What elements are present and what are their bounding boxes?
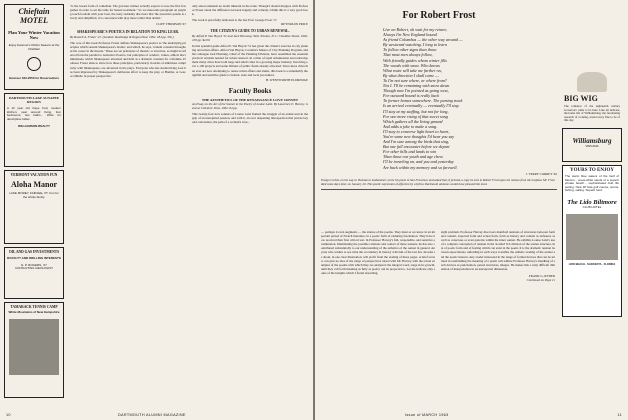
poem-line: That most men always follow,	[383, 52, 433, 58]
poem-line: I'll stay to converse light heart to heart,	[383, 128, 450, 134]
sunapee-ad	[4, 93, 64, 167]
poem-lines	[383, 27, 557, 170]
tennis-court-photo	[9, 319, 59, 375]
right-ad-column	[562, 70, 622, 320]
urban-renewal-credit: H. WENTWORTH ELDREDGE	[265, 77, 308, 82]
vermont-title: VERMONT VACATION FUN	[10, 173, 58, 177]
poem-line: I'll be traveling on, and you and yesterday	[383, 159, 454, 165]
poem-line: By westward watching. I long to learn	[383, 42, 447, 48]
poem-title: For Robert Frost	[402, 10, 476, 21]
shakespeare-review-heading: SHAKESPEARE'S POETICS IN RELATION TO KING LEAR.	[77, 30, 179, 35]
poem-line: As friend Columbus — the other way around —	[383, 37, 463, 43]
right-column-a	[321, 230, 435, 275]
continued-note: Continued on Page 11	[526, 278, 555, 283]
tamarack-title: TAMARACK TENNIS CAMP	[10, 305, 58, 309]
right-footer-issue: Issue of MARCH 1963	[405, 413, 449, 417]
tamarack-ad	[4, 302, 64, 398]
williamsburg-ad	[562, 128, 622, 162]
review-close: only about elements no doubt inherent in the trade. Though I should disagree with Professor Fraser about the difference between tragedy and comedy, I think this is a very good book.	[192, 4, 308, 17]
lido-sub: CLUB HOTEL	[582, 204, 602, 209]
lido-biltmore-ad	[562, 165, 622, 317]
left-column-2	[70, 4, 186, 78]
oil-sub: ROYALTY AND DRILLING INTERESTS	[7, 256, 61, 260]
bigwig-ad	[562, 70, 622, 125]
left-page-number: 10	[6, 413, 11, 417]
oil-firm: E. P. ROGERS, '27	[21, 262, 47, 267]
poem-line: What route will take me farther on,	[383, 67, 442, 73]
poem-line: And adds a joke to make a song.	[383, 123, 438, 129]
right-column-b	[441, 230, 555, 282]
motel-emblem-icon	[27, 57, 41, 71]
chieftain-motel-ad	[4, 4, 64, 90]
poem-line: And I'm sure among the birds that sing,	[383, 139, 449, 145]
tamarack-sub: White Mountains of New Hampshire	[8, 310, 60, 314]
lido-name: The Lido Biltmore	[567, 198, 617, 206]
poem-line: For outward bound is really back	[383, 93, 440, 99]
poem-line: Than those our youth and age chew.	[383, 154, 444, 160]
wig-illustration-icon	[577, 72, 607, 92]
article-intro: "is the lowest form of comedian. The gracious winner actually expects to lose the first few games in order to set the table for honest treatment." So we innocents paragraph on playing touch football with your boss, the rusty suddenly discovers that 'the executive puzzle is slowly and simplified, it is concerned with play more rather than details.'	[70, 4, 186, 21]
poem-line: The woods with snow. Who knows	[383, 62, 440, 68]
left-column-3	[192, 4, 308, 124]
urban-renewal-heading: THE CITIZEN'S GUIDE TO URBAN RENEWAL.	[210, 29, 290, 34]
faculty-books-heading: Faculty Books	[228, 86, 272, 95]
review-credit: REYNOLDS PRICE	[281, 22, 308, 27]
yours-to-enjoy-title: YOURS TO ENJOY	[570, 167, 614, 173]
sonnet-heading: THE AESTHETICS OF THE RENAISSANCE LOVE SONNET	[201, 97, 299, 102]
right-page	[315, 0, 628, 420]
left-page	[0, 0, 313, 420]
poem-line: Are back within my memory and so farewell.	[383, 164, 458, 170]
urban-renewal-byline: By Alfred P. Van Huyck '51 and Jack Hornung. West Trenton, N.J.: Chandler-Davis, 1962. 100 pp. $2.00.	[192, 33, 308, 42]
poem-line: Always I'm New England bound	[383, 32, 437, 38]
oil-text: CONSULTING GEOLOGIST	[15, 266, 53, 271]
chieftain-title: Chieftain MOTEL	[18, 7, 50, 25]
review-dedication: The work is gracefully dedicated to the late Prof. George Frost '17.	[192, 18, 278, 23]
williamsburg-name: Williamsburg	[572, 136, 612, 145]
poem-line: I'll stay at my staffing, but not for long,	[383, 108, 449, 114]
left-footer-magazine: DARTMOUTH ALUMNI MAGAZINE	[118, 413, 186, 417]
poem-line: Live on Robert, oh wait for my return;	[383, 27, 448, 32]
intro-credit: CLIFF THOMSON '47	[156, 22, 186, 27]
poem-line: Not I. I'll be remaining with snow dawn	[383, 83, 450, 89]
poem-author: J. TERRY CORREY '62	[525, 171, 557, 176]
poem-line: Though now I'm pointed as going west,	[383, 88, 449, 94]
poem-line: By what direction I shall come —	[383, 72, 439, 78]
bigwig-title: BIG WIG	[564, 94, 598, 103]
poem-line: But one full encounter before we depart	[383, 144, 450, 150]
bigwig-text: The romance of the eighteenth century Governors came to be hale. Like all delicate, the home life of Williamsburg, the fascinating research of cooking, tested every fine to be of this day.	[564, 104, 620, 123]
poem-line: You're some new thoughts I'd hear you say	[383, 133, 455, 139]
sonnet-byline: An Essay on the Art of the Sonnet in the Poetry of Louise Labé. By Lawrence E. Harvey. Geneva: Librairie Droz, 1962. 84 pp.	[192, 102, 308, 111]
chieftain-phone: Hanover 643-2550 for Reservations	[8, 76, 60, 81]
left-ad-column	[4, 4, 64, 401]
shakespeare-byline: By Russell A. Fraser '47. (London: Routledge & Kegan Paul, 1962. 184 pp. 30s.)	[70, 34, 174, 39]
shakespeare-review-body: The core of this book Professor Fraser defines Shakespeare's poetics as 'the underlying principles which sustain Shakespeare's drama,' and which, he says, 'remain constant throughout his career in the theatre.' These are set principles of rhetoric or structure, as might be inferred from the parallel to Aristotle's Poetics, but principles of conduct, values, ethical discriminations, which Shakespeare absorbed and held as a dramatic constant for a lifetime. Professor Fraser aims to show how these principles, particularly in terms of ambitious complexity with Shakespeare, are advanced in the plays. Everyone who has studied King Lear has been impressed by Shakespeare's deliberate effort to keep the play, or Hamlet, or Lear, or Othello in proper perspective.	[70, 40, 186, 78]
sonnet-body: This twenty-four love sonnets of Louise Labé framed the struggle of an ardent soul in the grip of an unrequited passion, and with it, an ever deepening introspection that probes beyond convention, the pain of a woman's love...	[192, 112, 308, 125]
chieftain-tagline: Plan Your Winter Vacation Now	[8, 30, 60, 40]
lido-place: LIDO BEACH · SARASOTA · FLORIDA	[568, 262, 616, 266]
section-divider	[321, 189, 557, 190]
urban-renewal-body: In this splendid guide Alfred P. Van Huyck '51 has given the citizen's exercise in city planning and urban affairs. Alfred Van Huyck, Carolina's Master of City Planning Program, and his colleague Jack Hornung, Chief of the Planning Division, have assembled the essential practical wisdom needed for urban renewal. In a time of rapid urbanization and redevelopment many cities have both large and small cities in a growing major industry. Involving over 1,100 projects and some billions of public funds already allocated. Since more cities than ever are now attempting to renew urban affairs and slums, this book is a remarkably thoughtful and sensitive guide to federal, state and local procedures.	[192, 43, 308, 77]
hotel-photo	[566, 214, 618, 260]
poem-line: To I'm not sure where, or where from?	[383, 77, 447, 83]
poem-line: Which gathers all the living ground	[383, 118, 443, 124]
chieftain-subtitle: Enjoy Hanover's Winter Season at the Chieftain	[8, 43, 60, 51]
sonnet-review-cont-a: — perhaps it even augments — the stature of the poems. They must as we know in an important period of French literature, in a poetic form of enduring fascination. They have now received their first critical test. In Professor Harvey's full, responsible, and sensitive examination. Illuminating the possible relations and contact of these sonnets, he has also contributed substantially to our understanding of the esthetics of the sonnet in general. Anyone who wishes to see what the vocabulary in literary criticism of the last few decades is about, in one clear illustration, will profit from the reading of these pages. A brief review can give no idea of the range of perspectives raised with Mr. Harvey with the actual examples of the poems with which they are analyzed: the integral word, stage in its growth, until they call forth meaning as fully as poetry can be projected to. Let me indicate only some of the insights which I found absorbing.	[321, 230, 435, 275]
yours-text: The warm blue waters of the Gulf of Mexico... snow-white sands of a superb private beach... sophisticated club life setting. New 18 hole golf course, tennis, fishing, sailing. Superb food.	[565, 173, 619, 193]
sunapee-title: DARTMOUTH-LAKE SUNAPEE REGION	[8, 96, 60, 104]
vermont-text: LAKE MOREY, FAIRLEE, VT. Fun for the whole family.	[9, 191, 59, 199]
oil-gas-ad	[4, 247, 64, 299]
sonnet-review-credit: FRANK G. RYDER	[528, 273, 555, 278]
williamsburg-sub: VIRGINIA	[585, 143, 599, 148]
poem-line: For other hills and lands to win	[383, 149, 437, 155]
poem-line: To follow other signs than those	[383, 47, 437, 53]
poem-block	[321, 10, 557, 193]
poem-line: For one more rising of that sweet song	[383, 113, 448, 119]
vermont-ad	[4, 170, 64, 244]
sunapee-contact: WILLIAMSON REALTY	[18, 124, 50, 129]
sonnet-review-cont-b: sight problem. Professor Harvey discovers manifold tensions of structures between form and content, expected form and actual form, form as history and content as defeated, as well as conscious or even patterns within the inner sonnet. He exhibits Louise Labé's use of a complex conception of tension in the 'normal' 8-6 division of the sonnet structure, that of poetic form and of feeling which can exist in the poem. It is the dramatic tension between expectations, unfolding in such ways it unifies the esthetic reading of the sonnet and the poetic interest. Any reader interested in the range of formal devices that can be utilized in establishing the meaning of a poem will admire Professor Harvey's handling of such devices as punctuation, paired structures, images. He makes this a truly difficult dimension of interpretation in an unexpected dimension.	[441, 230, 555, 271]
oil-title: OIL AND GAS INVESTMENTS	[8, 250, 60, 254]
poem-line: With friendly guides whom winter fills	[383, 57, 447, 63]
poem-line: Is an arrival eventually — eventually I'll stay.	[383, 103, 460, 109]
sunapee-text: A 12 year old Cape Cod, modern kitchen, year around living, four bedrooms, two baths... Write for descriptive folder.	[7, 106, 61, 121]
right-page-number: 11	[617, 413, 622, 417]
aloha-manor-name: Aloha Manor	[11, 180, 57, 189]
poem-note: Ensign Corbet, on his way to Vietnam in midsummer, wrote his poem in San Francisco and asked that, if printed, a copy be sent to Robert Frost upon his release from the hospital. Mr. Frost died some days later, on January 29. This poetic expression of affection by a fellow Dartmouth alumnus would have pleased him most.	[321, 177, 555, 186]
poem-line: To former homes somewhere. The parting track	[383, 98, 463, 104]
